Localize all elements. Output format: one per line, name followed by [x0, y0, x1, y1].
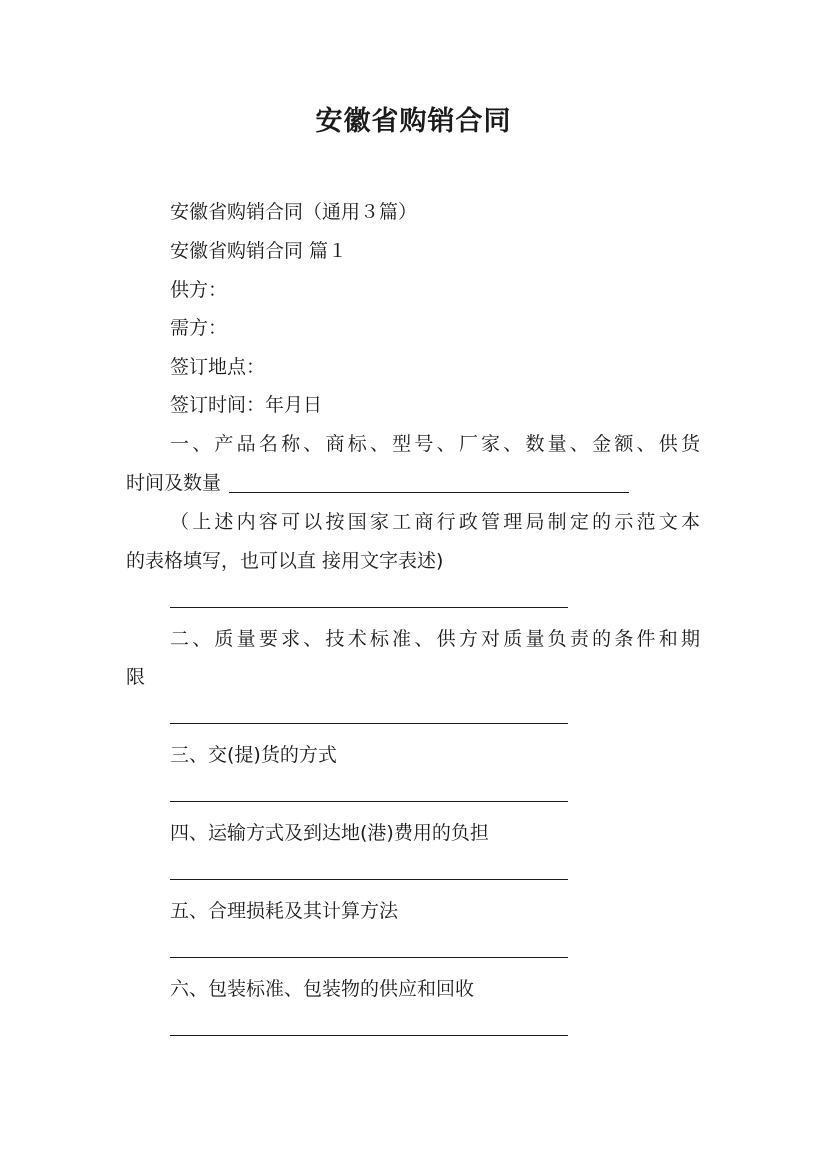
- section5-answer-blank: [170, 957, 568, 958]
- section3-heading: 三、交(提)货的方式: [170, 744, 337, 766]
- section6-heading: 六、包装标准、包装物的供应和回收: [170, 978, 475, 1000]
- document-subtitle: 安徽省购销合同（通用３篇）: [170, 201, 418, 223]
- section1-heading-tail: 时间及数量: [126, 472, 222, 494]
- section1-heading-continued: [126, 471, 629, 495]
- section2-answer-blank: [170, 723, 568, 724]
- sign-time-label: 签订时间：年月日: [170, 394, 323, 416]
- document-title: 安徽省购销合同: [315, 106, 512, 137]
- section2-heading: 二、质量要求、技术标准、供方对质量负责的条件和期: [170, 628, 700, 650]
- section5-heading: 五、合理损耗及其计算方法: [170, 900, 399, 922]
- buyer-label: 需方：: [170, 317, 228, 339]
- section4-heading: 四、运输方式及到达地(港)费用的负担: [170, 822, 489, 844]
- section1-answer-blank: [170, 607, 568, 608]
- section2-heading-continued: 限: [126, 666, 146, 688]
- section1-fill-blank: [229, 492, 629, 493]
- note-text: （上述内容可以按国家工商行政管理局制定的示范文本: [170, 511, 700, 533]
- note-text-continued: 的表格填写，也可以直 接用文字表述): [126, 550, 444, 572]
- section6-answer-blank: [170, 1035, 568, 1036]
- sign-place-label: 签订地点：: [170, 356, 266, 378]
- section4-answer-blank: [170, 879, 568, 880]
- section3-answer-blank: [170, 801, 568, 802]
- supplier-label: 供方：: [170, 279, 228, 301]
- section1-heading: 一、产品名称、商标、型号、厂家、数量、金额、供货: [170, 433, 700, 455]
- part-heading: 安徽省购销合同 篇１: [170, 240, 348, 262]
